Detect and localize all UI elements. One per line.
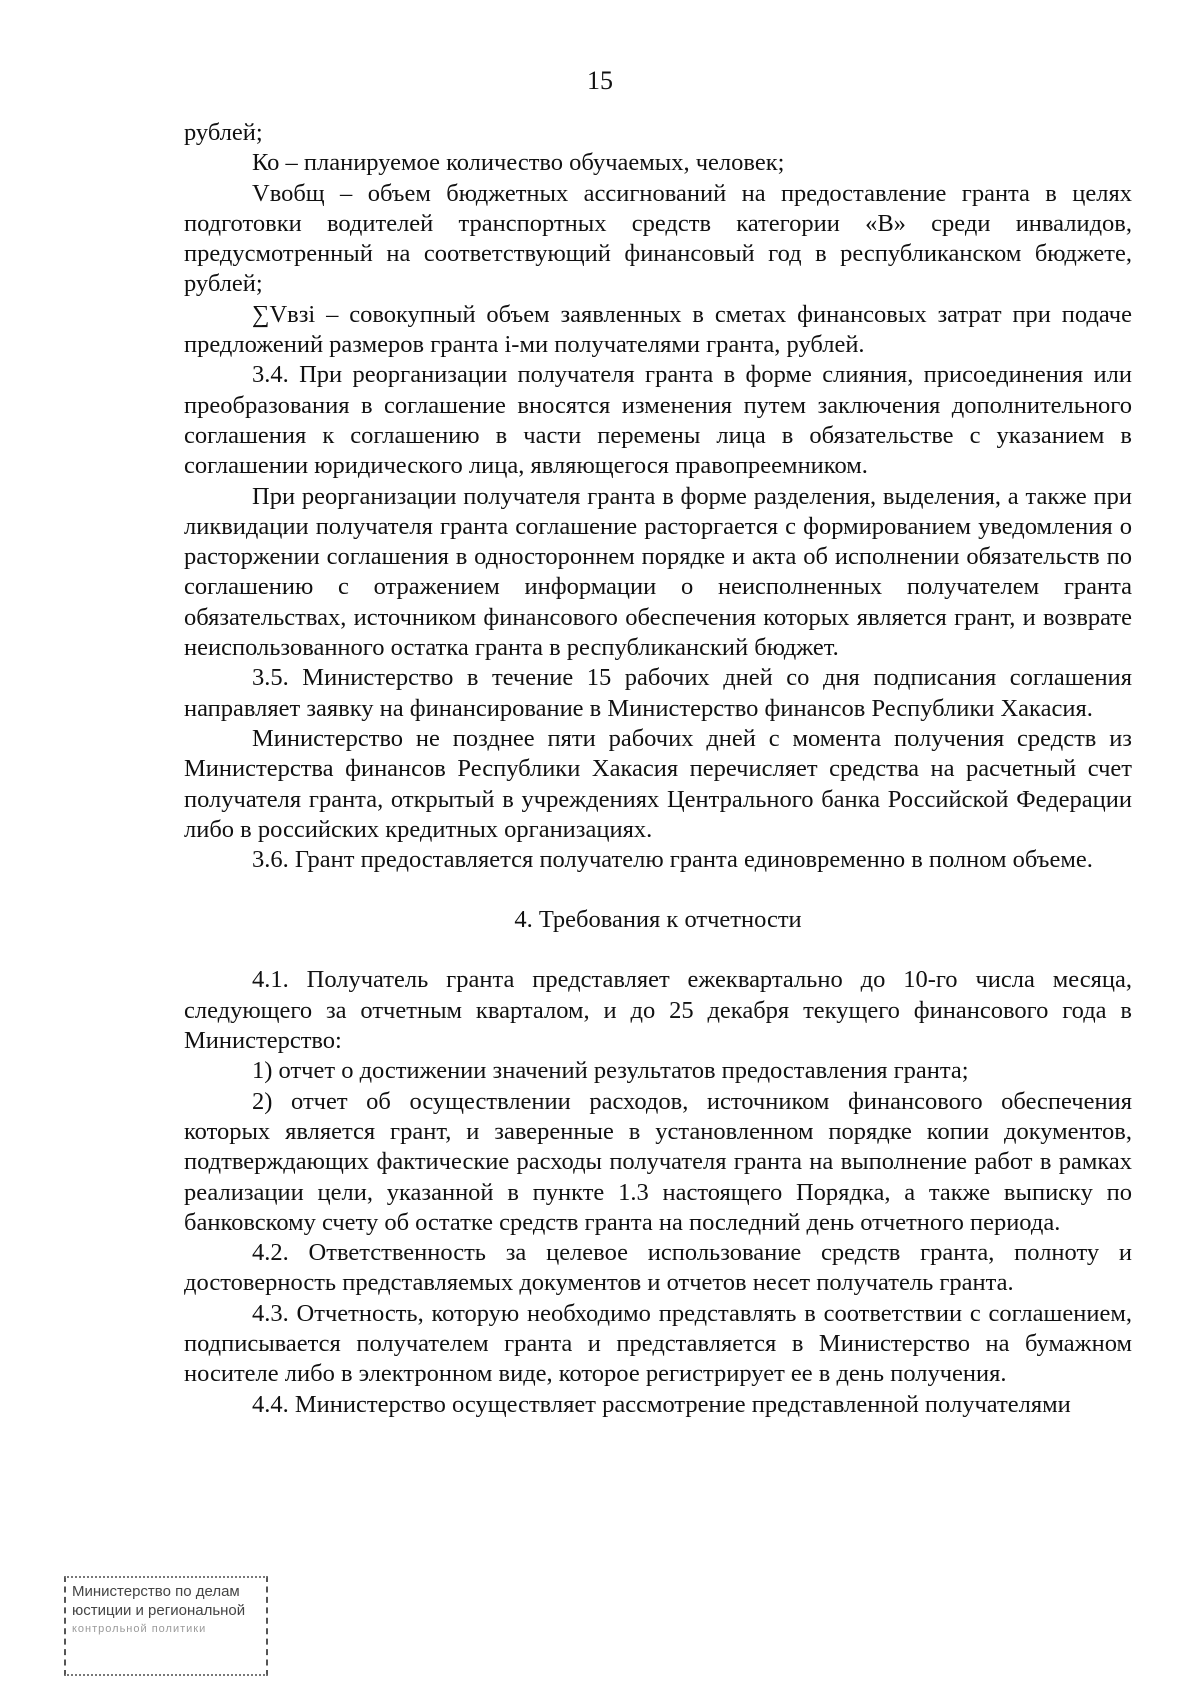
paragraph: рублей; [184, 119, 263, 146]
paragraph: Министерство не позднее пяти рабочих дней с момента получения средств из Министерства финансов Республики Хакасия перечисляет средства на расчетный счет получателя гранта, открытый в учреждениях Центрального банка Российской Федерации либо в российских кредитных организациях. [184, 724, 1132, 843]
paragraph: 2) отчет об осуществлении расходов, источником финансового обеспечения которых является грант, и заверенные в установленном порядке копии документов, подтверждающих фактические расходы получателя гранта на выполнение работ в рамках реализации цели, указанной в пункте 1.3 настоящего Порядка, а также выписку по банковскому счету об остатке средств гранта на последний день отчетного периода. [184, 1087, 1132, 1236]
paragraph: ∑Vвзi – совокупный объем заявленных в сметах финансовых затрат при подаче предложений размеров гранта i-ми получателями гранта, рублей. [184, 300, 1132, 359]
paragraph: 4.3. Отчетность, которую необходимо представлять в соответствии с соглашением, подписывается получателем гранта и представляется в Министерство на бумажном носителе либо в электронном виде, которое регистрирует ее в день получения. [184, 1299, 1132, 1388]
paragraph: Ко – планируемое количество обучаемых, человек; [252, 149, 785, 177]
stamp-line: юстиции и региональной [72, 1602, 246, 1619]
paragraph: 1) отчет о достижении значений результатов предоставления гранта; [252, 1057, 969, 1085]
page-number: 15 [587, 66, 613, 95]
paragraph: 3.5. Министерство в течение 15 рабочих дней со дня подписания соглашения направляет заявку на финансирование в Министерство финансов Республики Хакасия. [184, 664, 1132, 722]
paragraph: При реорганизации получателя гранта в форме разделения, выделения, а также при ликвидации получателя гранта соглашение расторгается с формированием уведомления о расторжении соглашения в одностороннем порядке и акта об исполнении обязательств по соглашению с отражением информации о неисполненных получателем гранта обязательствах, источником финансового обеспечения которых является грант, и возврате неиспользованного остатка гранта в республиканский бюджет. [184, 482, 1132, 662]
paragraph: 4.2. Ответственность за целевое использование средств гранта, полноту и достоверность представляемых документов и отчетов несет получатель гранта. [184, 1239, 1132, 1297]
registration-stamp [64, 1576, 268, 1676]
section-heading: 4. Требования к отчетности [514, 906, 802, 934]
paragraph: Vвобщ – объем бюджетных ассигнований на предоставление гранта в целях подготовки водителей транспортных средств категории «В» среди инвалидов, предусмотренный на соответствующий финансовый год в республиканском бюджете, рублей; [184, 179, 1132, 298]
paragraph: 3.6. Грант предоставляется получателю гранта единовременно в полном объеме. [252, 846, 1093, 874]
stamp-line: Министерство по делам [72, 1583, 240, 1600]
paragraph: 3.4. При реорганизации получателя гранта в форме слияния, присоединения или преобразования в соглашение вносятся изменения путем заключения дополнительного соглашения к соглашению в части перемены лица в обязательстве с указанием в соглашении юридического лица, являющегося правопреемником. [184, 361, 1132, 480]
paragraph: 4.4. Министерство осуществляет рассмотрение представленной получателями [252, 1390, 1071, 1418]
paragraph: 4.1. Получатель гранта представляет ежеквартально до 10-го числа месяца, следующего за отчетным кварталом, и до 25 декабря текущего финансового года в Министерство: [184, 966, 1132, 1055]
stamp-line: контрольной политики [72, 1623, 207, 1635]
document-body [184, 118, 1132, 1420]
